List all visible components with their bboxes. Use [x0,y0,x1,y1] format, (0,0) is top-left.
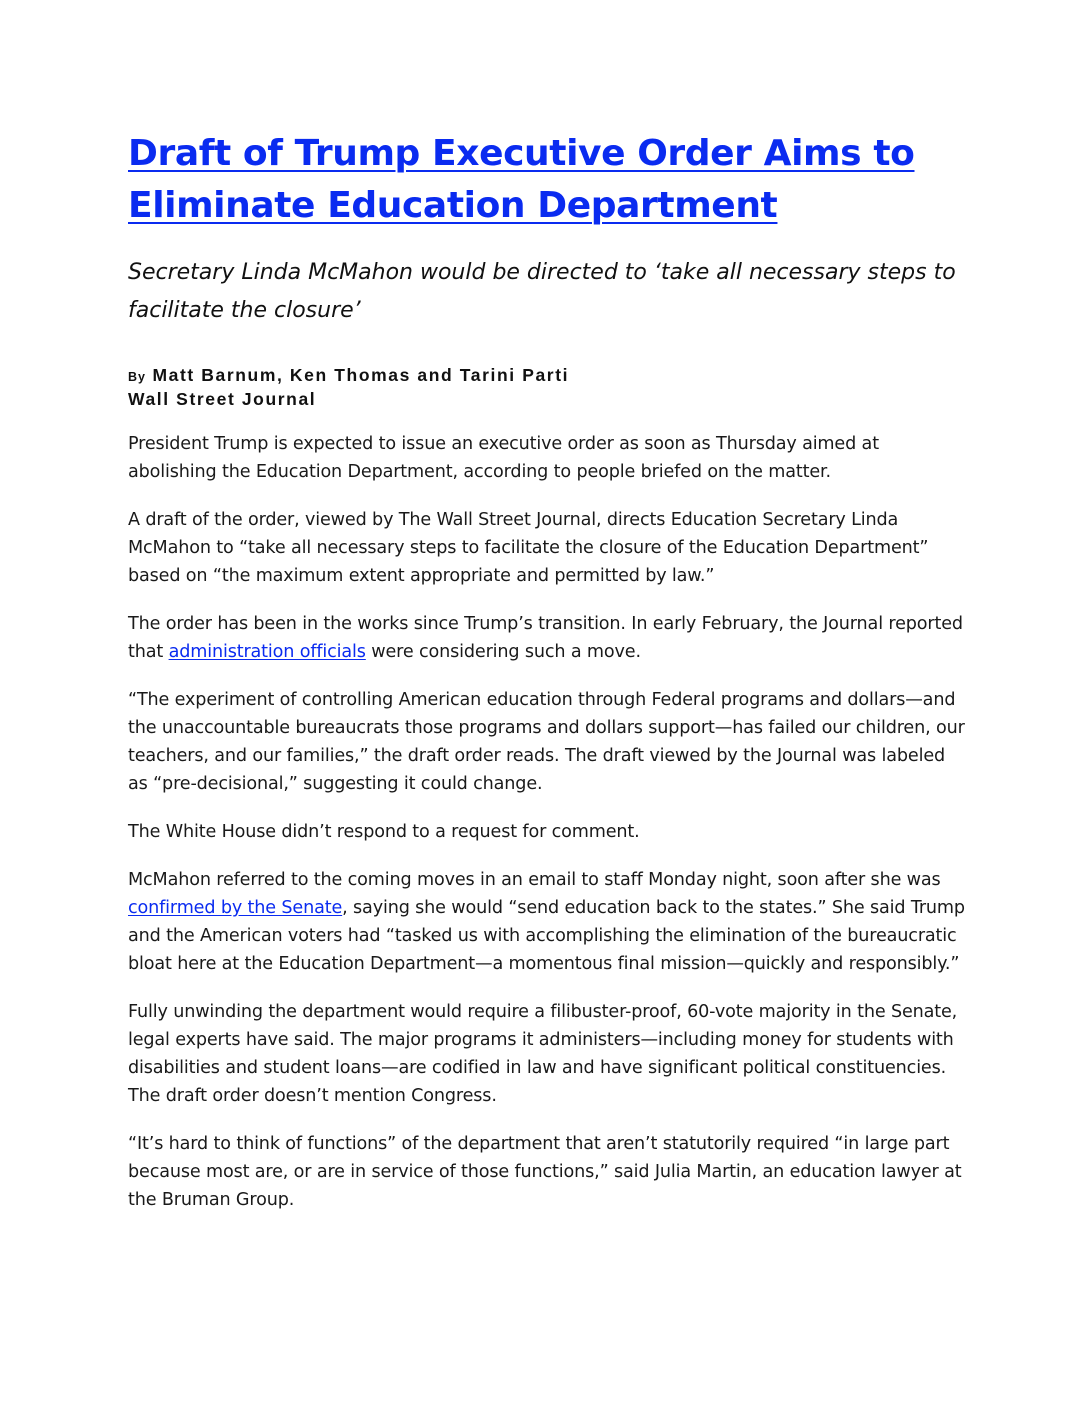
paragraph: A draft of the order, viewed by The Wall Street Journal, directs Education Secretary Linda McMahon to “take all necessary steps to facilitate the closure of the Education Department” based on “the maximum extent appropriate and permitted by law.” [128,510,929,586]
headline-link[interactable]: Draft of Trump Executive Order Aims to Eliminate Education Department [128,133,915,226]
paragraph: The White House didn’t respond to a request for comment. [128,822,640,842]
article-headline[interactable] [128,128,968,232]
byline-prefix: By [128,370,146,384]
paragraph: “The experiment of controlling American education through Federal programs and dollars—and the unaccountable bureaucrats those programs and dollars support—has failed our children, our teachers, and our families,” the draft order reads. The draft viewed by the Journal was labeled as “pre-decisional,” suggesting it could change. [128,690,965,794]
paragraph [128,866,968,978]
paragraph-text: , saying she would “send education back to the states.” She said Trump and the American voters had “tasked us with accomplishing the elimination of the bureaucratic bloat here at the Education Department—a momentous final mission—quickly and responsibly.” [128,898,965,974]
administration-officials-link[interactable]: administration officials [168,642,366,662]
paragraph: “It’s hard to think of functions” of the department that aren’t statutorily required “in large part because most are, or are in service of those functions,” said Julia Martin, an education lawyer at the Bruman Group. [128,1134,962,1210]
paragraph [128,610,968,666]
paragraph-text: The order has been in the works since Trump’s transition. In early February, the Journal reported that [128,614,963,662]
paragraph: President Trump is expected to issue an executive order as soon as Thursday aimed at abolishing the Education Department, according to people briefed on the matter. [128,434,879,482]
article-page [128,128,968,1234]
byline-publication: Wall Street Journal [128,389,317,409]
paragraph-text: McMahon referred to the coming moves in an email to staff Monday night, soon after she was [128,870,941,890]
paragraph: Fully unwinding the department would require a filibuster-proof, 60-vote majority in the Senate, legal experts have said. The major programs it administers—including money for students with disabilities and student loans—are codified in law and have significant political constituencies. The draft order doesn’t mention Congress. [128,1002,958,1106]
article-deck: Secretary Linda McMahon would be directed to ‘take all necessary steps to facilitate the closure’ [128,260,956,323]
paragraph-text: were considering such a move. [365,642,641,662]
article-body [128,430,968,1214]
byline-authors: Matt Barnum, Ken Thomas and Tarini Parti [152,365,570,385]
byline-authors-line [128,364,968,388]
byline [128,364,968,410]
confirmed-by-senate-link[interactable]: confirmed by the Senate [128,898,343,918]
